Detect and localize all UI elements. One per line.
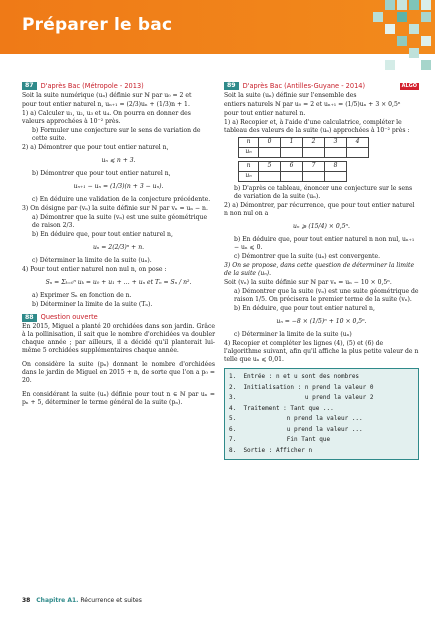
- ex87-intro-1: Soit la suite numérique (uₙ) définie sur ℕ par u₀ = 2 et: [22, 91, 192, 99]
- ex87-eq4: Sₙ = Σₖ₌₀ⁿ uₖ = u₀ + u₁ + … + uₙ et Tₙ = Sₙ / n².: [45, 279, 192, 287]
- left-column: [22, 82, 215, 408]
- ex87-q4a: a) Exprimer Sₙ en fonction de n.: [32, 292, 132, 300]
- ex89-intro-3: pour tout entier naturel n.: [224, 109, 306, 117]
- ex87-q2b: b) Démontrer que pour tout entier naturel n,: [32, 169, 171, 177]
- ex87-q1a: 1) a) Calculer u₁, u₂, u₃ et u₄. On pourra en donner des valeurs approchées à 10⁻² près.: [22, 109, 191, 125]
- exercise-title: Question ouverte: [40, 313, 98, 322]
- algorithm-line: 6. u prend la valeur ...: [229, 425, 363, 433]
- table-header-n: n: [239, 161, 259, 171]
- ex89-intro-2: entiers naturels ℕ par u₀ = 2 et uₙ₊₁ = (1/5)uₙ + 3 × 0,5ⁿ: [224, 100, 401, 108]
- algorithm-line: 8. Sortie : Afficher n: [229, 446, 313, 454]
- right-column: [224, 82, 419, 460]
- exercise-number: 89: [224, 82, 239, 90]
- table-cell: 1: [281, 137, 303, 147]
- ex87-intro-2: pour tout entier naturel n, uₙ₊₁ = (2/3)uₙ + (1/3)n + 1.: [22, 100, 190, 108]
- algorithm-line: 1. Entrée : n et u sont des nombres: [229, 373, 360, 381]
- table-cell: 8: [325, 161, 347, 171]
- ex88-p3: En considérant la suite (uₙ) définie pour tout n ∈ ℕ par uₙ = pₙ + 5, déterminer le terme général de la suite (pₙ).: [22, 391, 215, 407]
- exercise-87-header: [22, 82, 215, 91]
- table-cell-empty: [281, 147, 303, 157]
- ex87-q1b: b) Formuler une conjecture sur le sens de variation de cette suite.: [32, 126, 201, 142]
- ex89-eq3b: uₙ = −8 × (1/5)ⁿ + 10 × 0,5ⁿ.: [276, 318, 367, 326]
- values-table-1: [238, 137, 369, 158]
- ex89-q4: 4) Recopier et compléter les lignes (4), (5) et (6) de l'algorithme suivant, afin qu'il affiche la plus petite valeur de n telle que uₙ ⩽ 0,01.: [224, 340, 419, 364]
- ex89-q2a: 2) a) Démontrer, par récurrence, que pour tout entier naturel n non nul on a: [224, 201, 415, 217]
- table-cell: 3: [325, 137, 347, 147]
- table-cell: 7: [303, 161, 325, 171]
- table-cell-empty: [325, 171, 347, 181]
- values-table-2: [238, 161, 347, 182]
- ex89-q2c: c) Démontrer que la suite (uₙ) est convergente.: [234, 253, 381, 261]
- ex89-q3b: b) En déduire, que pour tout entier naturel n,: [234, 305, 375, 313]
- ex87-eq2a: uₙ ⩽ n + 3.: [101, 156, 136, 164]
- algorithm-box: [224, 368, 419, 460]
- ex89-intro-1: Soit la suite (uₙ) définie sur l'ensemble des: [224, 91, 357, 99]
- table-cell: 2: [303, 137, 325, 147]
- exercise-title: D'après Bac (Antilles-Guyane - 2014): [242, 82, 366, 90]
- ex89-eq2a: uₙ ⩾ (15/4) × 0,5ⁿ.: [293, 222, 350, 230]
- ex87-q3: 3) On désigne par (vₙ) la suite définie sur ℕ par vₙ = uₙ − n.: [22, 205, 208, 213]
- ex87-q3b: b) En déduire que, pour tout entier naturel n,: [32, 231, 173, 239]
- chapter-label: Chapitre A1.: [36, 597, 79, 604]
- exercise-number: 87: [22, 82, 37, 90]
- exercise-88-header: [22, 313, 215, 322]
- table-cell-empty: [347, 147, 369, 157]
- table-cell: 6: [281, 161, 303, 171]
- ex89-q2b: b) En déduire que, pour tout entier naturel n non nul, uₙ₊₁ − uₙ ⩽ 0.: [234, 236, 415, 252]
- chapter-subject: Récurrence et suites: [80, 597, 142, 604]
- table-cell-empty: [303, 171, 325, 181]
- ex89-q3c: c) Déterminer la limite de la suite (uₙ): [234, 331, 352, 339]
- ex87-q3a: a) Démontrer que la suite (vₙ) est une suite géométrique de raison 2/3.: [32, 214, 208, 230]
- ex89-q3-def: Soit (vₙ) la suite définie sur ℕ par vₙ = uₙ − 10 × 0,5ⁿ.: [224, 279, 392, 287]
- algorithm-line: 7. Fin Tant que: [229, 436, 331, 444]
- ex87-q2a: 2) a) Démontrer que pour tout entier naturel n,: [22, 143, 169, 151]
- exercise-89-header: [224, 82, 419, 91]
- page-footer: [22, 597, 142, 605]
- ex88-p2: On considère la suite (pₙ) donnant le nombre d'orchidées dans le jardin de Miguel en 2015 + n, de sorte que l'on a p₀ = 20.: [22, 361, 215, 385]
- table-cell: 0: [259, 137, 281, 147]
- algorithm-line: 5. n prend la valeur ...: [229, 415, 363, 423]
- ex87-q4b: b) Déterminer la limite de la suite (Tₙ).: [32, 301, 153, 309]
- ex89-q1a: 1) a) Recopier et, à l'aide d'une calculatrice, compléter le tableau des valeurs de la suite (uₙ) approchées à 10⁻² près :: [224, 118, 410, 134]
- page-number: 38: [22, 597, 31, 604]
- ex89-q3a: a) Démontrer que la suite (vₙ) est une suite géométrique de raison 1/5. On précisera le premier terme de la suite (vₙ).: [234, 288, 419, 304]
- table-header-un: uₙ: [239, 171, 259, 181]
- ex87-eq2b: uₙ₊₁ − uₙ = (1/3)(n + 3 − uₙ).: [73, 182, 164, 190]
- algo-badge: ALGO: [401, 82, 417, 89]
- exercise-title: D'après Bac (Métropole - 2013): [40, 82, 144, 90]
- table-cell: 5: [259, 161, 281, 171]
- table-header-n: n: [239, 137, 259, 147]
- table-cell-empty: [281, 171, 303, 181]
- table-cell-empty: [259, 147, 281, 157]
- ex87-q4: 4) Pour tout entier naturel non nul n, on pose :: [22, 266, 167, 274]
- ex88-p1: En 2015, Miguel a planté 20 orchidées dans son jardin. Grâce à la pollinisation, il sait que le nombre d'orchidées va doubler chaque année ; par ailleurs, il a décidé qu'il planterait lui-même 5 orchidées supplémentaires chaque année.: [22, 323, 215, 355]
- decorative-squares: [325, 0, 435, 78]
- algorithm-line: 4. Traitement : Tant que ...: [229, 404, 334, 412]
- ex87-q3c: c) Déterminer la limite de la suite (uₙ).: [32, 257, 152, 265]
- ex87-q2c: c) En déduire une validation de la conjecture précédente.: [32, 196, 211, 204]
- table-cell-empty: [325, 147, 347, 157]
- exercise-number: 88: [22, 314, 37, 322]
- algorithm-line: 2. Initialisation : n prend la valeur 0: [229, 383, 374, 391]
- ex87-eq3b: uₙ = 2(2/3)ⁿ + n.: [92, 244, 145, 252]
- table-cell: 4: [347, 137, 369, 147]
- table-cell-empty: [303, 147, 325, 157]
- page-title: Préparer le bac: [22, 15, 173, 35]
- ex89-q1b: b) D'après ce tableau, énoncer une conjecture sur le sens de variation de la suite (uₙ).: [234, 184, 413, 200]
- algorithm-line: 3. u prend la valeur 2: [229, 394, 374, 402]
- ex89-q3: 3) On se propose, dans cette question de déterminer la limite de la suite (uₙ).: [224, 262, 415, 278]
- table-cell-empty: [259, 171, 281, 181]
- table-header-un: uₙ: [239, 147, 259, 157]
